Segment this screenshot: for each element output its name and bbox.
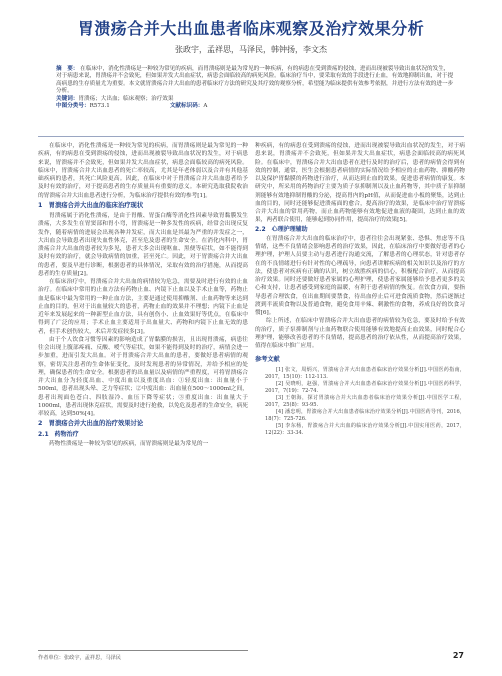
clc-label: 中图分类号： (56, 103, 90, 110)
body-paragraph: 在临床中，消化性溃疡是一种较为常见的疾病，而胃溃疡则是最为常见的一种疾病，有的病患在受到溃疡的侵蚀，进而出现被裂导致出血状况的发生，对于病患来说，胃溃疡并不会致死，但如果并发大出血症状，病患会面临较高的病死风险。临床中，胃溃疡合并大出血患者的死亡率较高，尤其是年老体弱以及合并有其他基础疾病的患者，其死亡风险更高。因此，在临床中对于胃溃疡合并大出血患者给予及时有效的治疗，对于提高患者的生存质量具有重要的意义。本研究选取我院收治的胃溃疡合并大出血患者进行分析，为临床治疗提供有效的参考[1]。 (38, 143, 248, 199)
article-title: 胃溃疡合并大出血患者临床观察及治疗效果分析 (77, 19, 425, 38)
reference-item: [2] 吴晓明，赵强，胃溃疡合并大出血患者临床治疗效果分析[J].中国医药科学，2017，7(19)：72-74. (265, 380, 465, 394)
abstract-line: 疗方法的研究及其疗效的观察分析，希望能为临床提供有效参考依据，并进行方法有效的进一步分析。 (56, 80, 454, 95)
body-paragraph: 种疾病，有的病患在受到溃疡的侵蚀，进而出现被裂导致出血状况的发生，对于病患来说，胃溃疡并不会致死，但如果并发大出血症状，病患会面临较高的病死风险。在临床中，胃溃疡合并大出血患者在进行及时的治疗后，患者的病情会得到有效的控制，通常，医生会根据患者病情的实际情况给予相应的止血药物、抑酸药物以及保护胃黏膜的药物进行治疗，从而达到止血的效果，促进患者病情的康复。本研究中，所采用的药物治疗主要为质子泵抑制剂以及止血药物等，其中质子泵抑制剂能够有效地抑制胃酸的分泌，提高胃内的pH值，从而促进血小板的聚集，达到止血的目的，同时还能够促进溃疡面的愈合，提高治疗的效果，是临床中治疗胃溃疡合并大出血的常用药物，而止血药物能够有效地促进血液的凝固，达到止血的效果，两者联合使用，能够起到协同作用，提高治疗的效果[5]。 (255, 143, 465, 224)
author-list: 张政宇，孟祥思，马泽民，韩钟扬，李文杰 (175, 45, 327, 54)
page-number: 27 (452, 651, 464, 660)
classification-row (56, 103, 454, 110)
left-column (38, 142, 248, 448)
doc-code: A (203, 103, 208, 110)
body-paragraph: 药物性溃疡是一种较为常见的疾病，而胃溃疡则是最为常见的一 (49, 440, 209, 447)
reference-item: [1] 张文，周炳兴，胃溃疡合并大出血患者临床治疗效果分析[J].中国医药指南，2017，15(10)：112-113. (265, 366, 465, 380)
abstract-line: 在临床中，消化性溃疡是一种较为常见的疾病，而胃溃疡则是最为常见的一种疾病，有的病患在受到溃疡的侵蚀，进而 (80, 66, 372, 72)
reference-item: [3] 王朝海，探讨胃溃疡合并大出血患者临床治疗效果分析[J].中国医学工程，2017，25(8)：93-95. (265, 394, 465, 408)
right-column (255, 142, 465, 437)
abstract-label: 摘 要： (56, 66, 79, 72)
keywords-row (56, 96, 454, 103)
subsection-heading: 2.2 心理护理辅助 (255, 225, 308, 233)
body-paragraph: 在胃溃疡合并大出血的临床治疗中，患者往往会出现紧张、恐惧、焦虑等不良情绪，这些不良情绪会影响患者的治疗效果，因此，在临床治疗中要做好患者的心理护理，护理人员要主动与患者进行沟通交流，了解患者的心理状态，针对患者存在的不良情绪进行有针对性的心理疏导，向患者讲解疾病的相关知识以及治疗的方法，使患者对疾病有正确的认识，树立战胜疾病的信心，积极配合治疗，从而提高治疗效果。同时还要做好患者家属的心理护理，使患者家属能够给予患者更多的关心和支持，让患者感受到家庭的温暖，有利于患者病情的恢复。在饮食方面，要指导患者合理饮食，在出血期间要禁食，待出血停止后可进食流质食物，然后逐渐过渡到半流质食物以及普通食物，避免食用辛辣、刺激性的食物，养成良好的饮食习惯[6]。 (255, 235, 465, 316)
abstract-line: 出现被裂导致出血状况的发生，对于病患来说，胃溃疡并不会致死，但如果并发大出血症状，病患会面临较高的病死风险。临床治 (56, 66, 450, 80)
clc-code: R573.1 (89, 103, 110, 110)
reference-item: [5] 李东杨，胃溃疡合并大出血的临床治疗效果分析[J].中国实用医药，2017，12(22)：33-34. (265, 423, 465, 437)
body-paragraph: 胃溃疡属于消化性溃疡，是由于胃酸、胃蛋白酶等消化性因素导致胃黏膜发生溃疡，大多发生在胃窦部和胃小弯，胃溃疡是一种多发性的疾病，经常会出现反复发作，随着病情的进展会出现各种并发症，而大出血是其最为严重的并发症之一，大出血会导致患者出现失血性休克，甚至危及患者的生命安全。在消化内科中，胃溃疡合并大出血的患者较为多见，患者大多会出现呕血、黑便等症状，如不能得到及时有效的治疗，就会导致病情的加重，甚至死亡。因此，对于胃溃疡合并大出血的患者，要及早进行诊断，根据患者的具体情况，采取有效的治疗措施，从而提高患者的生存质量[2]。 (38, 213, 248, 277)
section-heading: 2 胃溃疡合并大出血的治疗效果讨论 (38, 420, 144, 428)
doc-code-label: 文献标识码： (169, 103, 204, 110)
body-paragraph: 由于个人饮食习惯等因素的影响造成了胃黏膜的损害，且出现胃溃疡，病患往往会出现上腹部疼痛、反酸、嗳气等症状，如果不能得到及时的治疗，病情会进一步加重，进而引发大出血。对于胃溃疡合并大出血的患者，要做好患者病情的观察，密切关注患者的生命体征变化，及时发现患者的异常情况，并给予相应的处理，确保患者的生命安全。根据患者的出血量以及病情的严重程度，可将胃溃疡合并大出血分为轻度出血、中度出血以及重度出血：①轻度出血：出血量小于500ml，患者出现头晕、乏力等症状；②中度出血：出血量在500～1000ml之间，患者出现面色苍白、四肢湿冷、血压下降等症状；③重度出血：出血量大于1000ml，患者出现休克症状，需要及时进行抢救，以免危及患者的生命安全，病死率较高，达到50%[4]。 (38, 336, 248, 417)
subsection-heading: 2.1 药物治疗 (38, 430, 79, 438)
references-heading: 参考文献 (255, 356, 280, 364)
abstract-text (56, 66, 454, 96)
abstract-line: 疗当中，要采取有效的手段进行止血，有效地抑制出血，对于提高病患的生存质量尤为重要。本文就胃溃疡合并大出血的患者临床 (56, 73, 454, 87)
keywords-label: 关键词： (56, 95, 79, 102)
keywords: 胃溃疡；大出血；临床观察；治疗效果 (78, 95, 174, 102)
abstract (56, 66, 454, 110)
section-heading: 1 胃溃疡合并大出血的临床治疗现状 (38, 201, 144, 209)
author-affiliation-note: 作者单位：张政宇，孟祥思，马泽民 (38, 655, 122, 661)
body-paragraph: 在临床治疗中，胃溃疡合并大出血的病情较为危急，需要及时进行有效的止血治疗。在临床中常用的止血方法有药物止血、内镜下止血以及手术止血等，药物止血是临床中最为常用的一种止血方法，主要是通过使用抑酸剂、止血药物等来达到止血的目的，但对于出血量较大的患者，药物止血的效果并不理想；内镜下止血是近年来发展起来的一种新型止血方法，具有创伤小、止血效果好等优点，在临床中得到了广泛的应用；手术止血主要适用于出血量大、药物和内镜下止血无效的患者，但手术创伤较大，术后并发症较多[3]。 (38, 279, 248, 335)
footnote-divider (38, 650, 248, 651)
body-paragraph: 综上所述，在临床中胃溃疡合并大出血患者的病情较为危急，要及时给予有效的治疗，质子泵抑制剂与止血药物联合使用能够有效地提高止血效果，同时配合心理护理，能够改善患者的不良情绪，提高患者的治疗依从性，从而提高治疗效果，值得在临床中推广应用。 (255, 318, 465, 349)
reference-item: [4] 潘忠明，胃溃疡合并大出血患者临床治疗效果分析[J].中国医药导刊，2016，18(7)：725-726. (265, 409, 465, 423)
header-divider (38, 136, 464, 137)
